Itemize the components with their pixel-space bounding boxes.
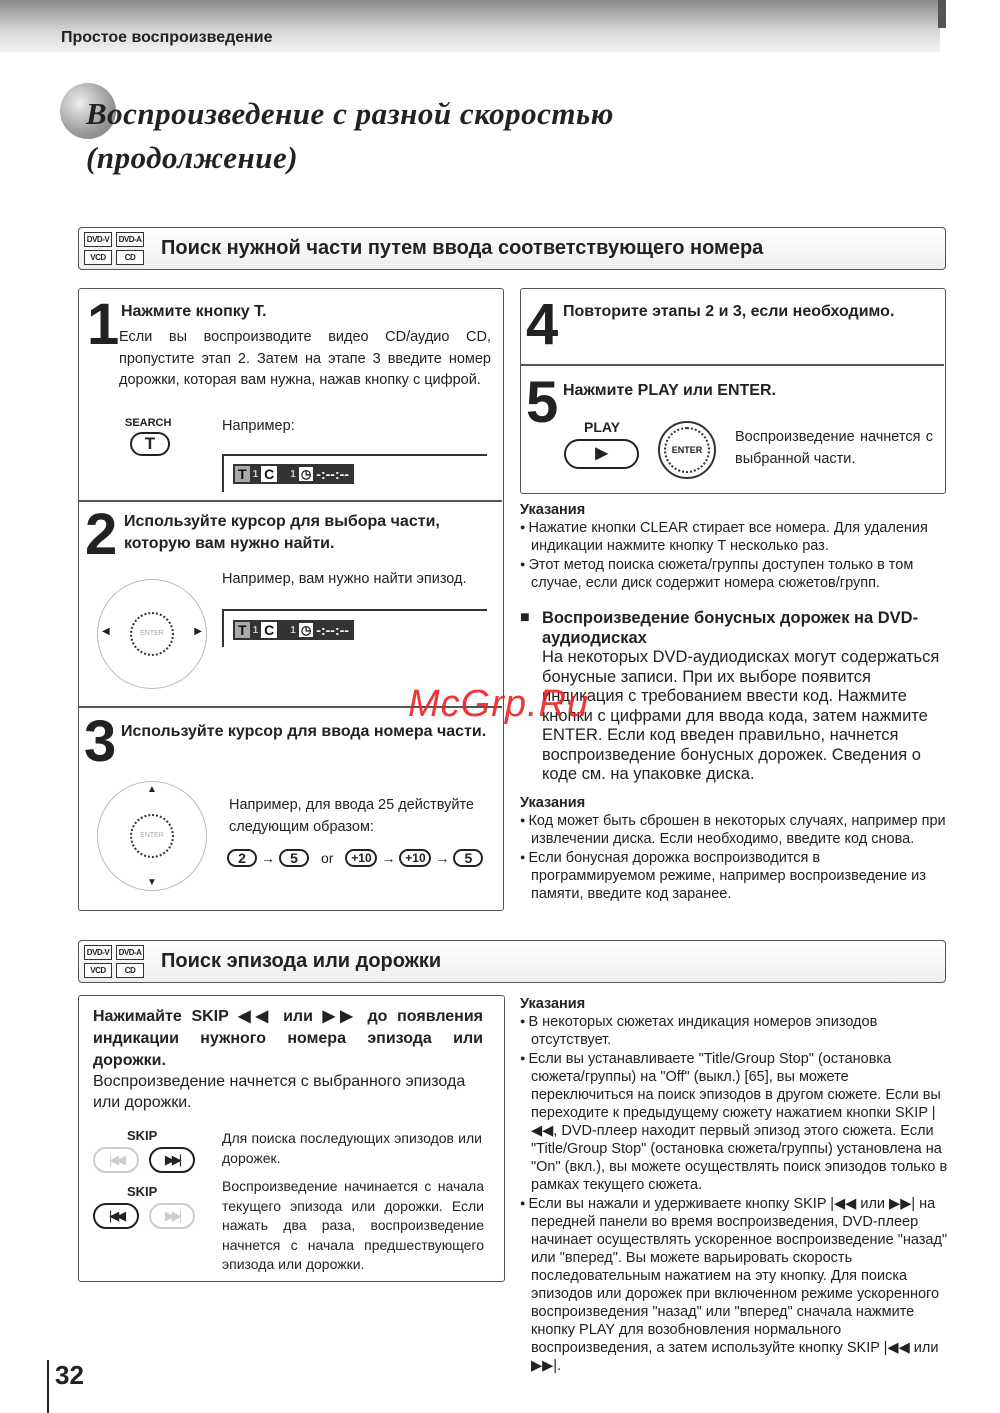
disc-badges (84, 945, 144, 978)
t-button[interactable]: T (130, 432, 170, 456)
badge-dvd-v: DVD-V (84, 232, 112, 247)
skip-next-button[interactable]: ▶▶| (149, 1147, 195, 1173)
section-header-chapter-search (78, 940, 946, 983)
arrow-up-icon[interactable]: ▲ (147, 784, 157, 795)
section-breadcrumb: Простое воспроизведение (61, 29, 273, 46)
osd-chapter-num: 1 (290, 468, 296, 480)
enter-label: ENTER (664, 427, 710, 473)
step-number: 5 (526, 370, 559, 435)
watermark: McGrp.Ru (408, 683, 590, 725)
step-number: 1 (87, 292, 120, 357)
square-bullet-icon: ■ (520, 609, 530, 626)
skip-next-text: Для поиска последующих эпизодов или дорожек. (222, 1130, 482, 1166)
skip-prev-button[interactable]: |◀◀ (93, 1147, 139, 1173)
arrow-icon: → (261, 850, 275, 866)
step-number: 3 (84, 709, 117, 774)
header-edge (938, 0, 946, 28)
skip-instruction: Нажимайте SKIP ◀◀ или ▶▶ до появления индикации нужного номера эпизода или дорожки. (93, 1008, 483, 1069)
step5-text: Воспроизведение начнется с выбранной части. (735, 429, 933, 467)
osd-time: -:--:-- (316, 466, 349, 482)
steps-box-right (520, 288, 946, 494)
step-number: 2 (85, 502, 118, 567)
divider (222, 609, 224, 647)
step1-text: Если вы воспроизводите видео CD/аудио CD, пропустите этап 2. Затем на этапе 3 введите номер дорожки, которая вам нужна, нажав кнопку с цифрой. (119, 329, 491, 388)
osd-chapter: C (261, 622, 277, 638)
step1-title: Нажмите кнопку T. (121, 303, 267, 320)
step1-example: Например: (222, 418, 295, 434)
notes-heading: Указания (520, 502, 586, 518)
step5-title: Нажмите PLAY или ENTER. (563, 382, 776, 399)
badge-cd: CD (116, 963, 144, 978)
skip-prev-button[interactable]: |◀◀ (93, 1203, 139, 1229)
skip-prev-text: Воспроизведение начинается с начала текущего эпизода или дорожки. Если нажать два раза, воспроизведение начнется с начала предшествующего эпизода или дорожки. (222, 1178, 484, 1272)
step2-title: Используйте курсор для выбора части, которую вам нужно найти. (124, 513, 440, 552)
badge-dvd-v: DVD-V (84, 945, 112, 960)
badge-dvd-a: DVD-A (116, 945, 144, 960)
divider (222, 454, 224, 492)
key-plus10: +10 (399, 849, 431, 867)
key-5: 5 (279, 849, 309, 867)
divider (521, 364, 944, 366)
notes-section-2 (520, 795, 948, 903)
step3-example: Например, для ввода 25 действуйте следующим образом: (229, 797, 474, 835)
skip-next-button[interactable]: ▶▶| (149, 1203, 195, 1229)
osd-display (233, 620, 354, 640)
page-number-rule (47, 1360, 49, 1413)
disc-badges (84, 232, 144, 265)
osd-title: T (235, 622, 250, 638)
cursor-pad[interactable] (97, 781, 207, 891)
notes-heading: Указания (520, 996, 586, 1012)
note-item: ● Этот метод поиска сюжета/группы доступен только в том случае, если диск содержит номера сюжетов/групп. (520, 555, 948, 592)
clock-icon: ◷ (300, 623, 312, 637)
note-item: ● Если бонусная дорожка воспроизводится в программируемом режиме, например воспроизведение из памяти, введите код заранее. (520, 848, 948, 903)
osd-display (233, 464, 354, 484)
section-header-number-search (78, 227, 946, 270)
badge-dvd-a: DVD-A (116, 232, 144, 247)
search-label: SEARCH (125, 417, 172, 429)
osd-title-num: 1 (252, 624, 259, 636)
note-item: ● Нажатие кнопки CLEAR стирает все номера. Для удаления индикации нажмите кнопку T несколько раз. (520, 518, 948, 555)
section-heading: Поиск эпизода или дорожки (161, 950, 442, 972)
arrow-left-icon[interactable]: ◀ (102, 626, 110, 637)
play-button[interactable] (564, 439, 639, 469)
skip-text: Воспроизведение начнется с выбранного эпизода или дорожки. (93, 1073, 466, 1111)
osd-time: -:--:-- (316, 622, 349, 638)
enter-button[interactable] (658, 421, 716, 479)
cursor-pad[interactable] (97, 579, 207, 689)
enter-button[interactable]: ENTER (130, 814, 174, 858)
title-line1: Воспроизведение с разной скоростью (86, 96, 614, 131)
badge-vcd: VCD (84, 963, 112, 978)
skip-box (78, 995, 505, 1282)
step-number: 4 (526, 292, 559, 357)
steps-box (78, 288, 504, 911)
note-item: ● В некоторых сюжетах индикация номеров эпизодов отсутствует. (520, 1012, 948, 1049)
skip-label: SKIP (127, 1184, 158, 1199)
bonus-text: На некоторых DVD-аудиодисках могут содержаться бонусные записи. При их выборе появится индикация с требованием ввести код. Нажмите кнопки с цифрами для ввода кода, затем нажмите ENTER. Если код введен правильно, начнется воспроизведение бонусных дорожек. Сведения о коде см. на упаковке диска. (542, 648, 940, 783)
notes-section-1 (520, 502, 948, 592)
divider (79, 500, 502, 502)
key-sequence (227, 849, 483, 867)
osd-chapter-num: 1 (290, 624, 296, 636)
play-icon: ▶ (595, 445, 608, 462)
title-line2: (продолжение) (86, 140, 299, 175)
step2-example: Например, вам нужно найти эпизод. (222, 571, 467, 587)
note-item: ● Если вы нажали и удерживаете кнопку SKIP |◀◀ или ▶▶| на передней панели во время воспроизведения, DVD-плеер начинает осуществлять ускоренное воспроизведение "назад" или "вперед". Вы можете варьировать скорость последовательным нажатием на эту кнопку. Для поиска эпизодов или дорожек при включенном режиме ускоренного воспроизведения "назад" или "вперед" сначала нажмите кнопку PLAY для возобновления нормального воспроизведения, а затем используйте кнопку SKIP |◀◀ или ▶▶|. (520, 1194, 948, 1375)
notes-heading: Указания (520, 795, 586, 811)
clock-icon: ◷ (300, 467, 312, 481)
arrow-right-icon[interactable]: ▶ (194, 626, 202, 637)
notes-section-3 (520, 996, 948, 1375)
badge-vcd: VCD (84, 250, 112, 265)
or-label: or (321, 850, 334, 866)
key-5: 5 (453, 849, 483, 867)
divider (222, 609, 487, 611)
step3-title: Используйте курсор для ввода номера части. (121, 723, 487, 740)
page-number: 32 (55, 1360, 84, 1390)
step4-title: Повторите этапы 2 и 3, если необходимо. (563, 303, 895, 320)
arrow-icon: → (381, 850, 396, 866)
play-label: PLAY (584, 419, 621, 435)
note-item: ● Код может быть сброшен в некоторых случаях, например при извлечении диска. Если необходимо, введите код снова. (520, 811, 948, 848)
arrow-down-icon[interactable]: ▼ (147, 877, 157, 888)
key-2: 2 (227, 849, 257, 867)
badge-cd: CD (116, 250, 144, 265)
key-plus10: +10 (345, 849, 377, 867)
page-title (86, 92, 614, 180)
osd-title-num: 1 (252, 468, 259, 480)
note-item: ● Если вы устанавливаете "Title/Group Stop" (остановка сюжета/группы) на "Off" (выкл.) [65], вы можете переключиться на поиск эпизодов в другом сюжете. Если вы переходите к предыдущему сюжету нажатием кнопки SKIP |◀◀, DVD-плеер находит первый эпизод этого сюжета. Если "Title/Group Stop" (остановка сюжета/группы) установлена на "On" (вкл.), вы можете осуществлять поиск эпизодов только в рамках текущего сюжета. (520, 1049, 948, 1194)
section-heading: Поиск нужной части путем ввода соответствующего номера (161, 237, 764, 259)
bonus-heading: Воспроизведение бонусных дорожек на DVD-аудиодисках (542, 609, 919, 647)
osd-chapter: C (261, 466, 277, 482)
arrow-icon: → (435, 850, 450, 866)
divider (222, 454, 487, 456)
osd-title: T (235, 466, 250, 482)
enter-button[interactable]: ENTER (130, 612, 174, 656)
skip-label: SKIP (127, 1128, 158, 1143)
